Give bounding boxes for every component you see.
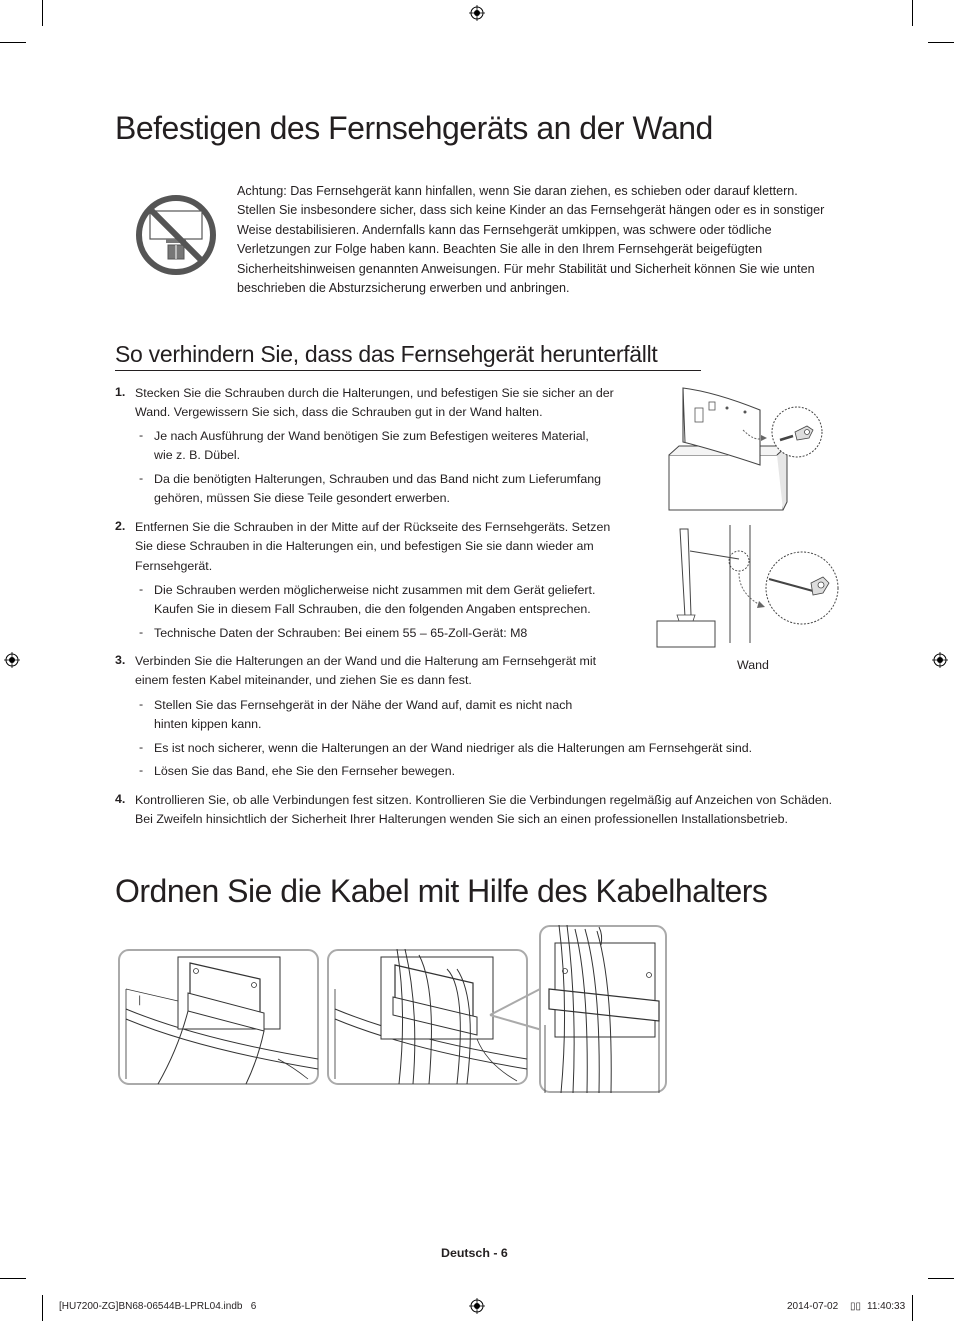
step-number: 2. [115, 519, 126, 533]
step-text-line: Entfernen Sie die Schrauben in der Mitte auf der Rückseite des Fernsehgeräts. Setzen [135, 520, 611, 534]
crop-mark [912, 1295, 913, 1321]
svg-text:|: | [138, 995, 142, 1006]
step-text-line: Wand. Vergewissern Sie sich, dass die Schrauben gut in der Wand halten. [135, 405, 543, 420]
bullet-dash: - [139, 582, 144, 596]
section-heading: So verhindern Sie, dass das Fernsehgerät herunterfällt [115, 341, 701, 371]
step-subitem-line: Stellen Sie das Fernsehgerät in der Nähe der Wand auf, damit es nicht nach [154, 698, 573, 712]
footer-time: 11:40:33 [867, 1301, 906, 1312]
registration-mark-icon [932, 652, 948, 668]
step-subitem-line: Kaufen Sie in diesem Fall Schrauben, die den folgenden Angaben entsprechen. [154, 602, 591, 617]
tv-wall-cable-illustration [655, 525, 845, 655]
footer-file-name: [HU7200-ZG]BN68-06544B-LPRL04.indb 6 [59, 1301, 257, 1312]
step-text-line: Fernsehgerät. [135, 558, 213, 573]
wall-label: Wand [737, 658, 769, 672]
crop-mark [0, 1278, 26, 1279]
crop-mark [42, 1295, 43, 1321]
step-subitem-line: Technische Daten der Schrauben: Bei einem 55 – 65-Zoll-Gerät: M8 [154, 626, 528, 640]
tv-bracket-illustration [655, 380, 835, 515]
step-subitem-line: Da die benötigten Halterungen, Schrauben und das Band nicht zum Lieferumfang [154, 472, 602, 486]
bullet-dash: - [139, 763, 144, 777]
registration-mark-icon [4, 652, 20, 668]
crop-mark [928, 1278, 954, 1279]
bullet-dash: - [139, 471, 144, 485]
step-text-line: Kontrollieren Sie, ob alle Verbindungen fest sitzen. Kontrollieren Sie die Verbindungen regelmäßig auf Anzeichen von Schäden. [135, 793, 833, 807]
cable-holder-zoom-illustration [539, 925, 668, 1094]
crop-mark [928, 42, 954, 43]
page-number: Deutsch - 6 [441, 1246, 508, 1260]
step-subitem-line: Lösen Sie das Band, ehe Sie den Fernseher bewegen. [154, 764, 456, 778]
warning-text: Achtung: Das Fernsehgerät kann hinfallen, wenn Sie daran ziehen, es schieben oder darauf klettern. Stellen Sie insbesondere sicher, dass sich keine Kinder an das Fernsehgerät hängen oder es in sonstiger Weise destabilisieren. Andernfalls kann das Fernsehgerät umkippen, was schwere oder tödliche Verletzungen zur Folge haben kann. Beachten Sie alle in den Ihrem Fernsehgerät beigefügten Sicherheitshinweisen genannten Anweisungen. Für mehr Stabilität und Sicherheit können Sie wie unten beschrieben die Absturzsicherung erwerben und anbringen. [237, 184, 825, 296]
registration-mark-icon [469, 1298, 485, 1314]
no-climbing-warning-icon [134, 193, 218, 277]
step-text-line: Verbinden Sie die Halterungen an der Wand und die Halterung am Fernsehgerät mit [135, 654, 597, 668]
section-title-cable-holder: Ordnen Sie die Kabel mit Hilfe des Kabelhalters [115, 873, 768, 909]
crop-mark [0, 42, 26, 43]
crop-mark [42, 0, 43, 26]
registration-mark-icon [469, 5, 485, 21]
page-title: Befestigen des Fernsehgeräts an der Wand [115, 110, 713, 146]
bullet-dash: - [139, 428, 144, 442]
step-text-line: Stecken Sie die Schrauben durch die Halterungen, und befestigen Sie sie sicher an der [135, 386, 614, 400]
step-number: 1. [115, 385, 126, 399]
step-subitem-line: wie z. B. Dübel. [154, 448, 241, 463]
step-subitem-line: Je nach Ausführung der Wand benötigen Sie zum Befestigen weiteres Material, [154, 429, 589, 443]
bullet-dash: - [139, 697, 144, 711]
footer-date: 2014-07-02 [787, 1301, 839, 1312]
step-text-line: Bei Zweifeln hinsichtlich der Sicherheit Ihrer Halterungen wenden Sie sich an einen professionellen Installationsbetrieb. [135, 812, 788, 827]
step-subitem-line: hinten kippen kann. [154, 717, 262, 732]
step-subitem-line: gehören, müssen Sie diese Teile gesondert erwerben. [154, 491, 450, 506]
bullet-dash: - [139, 740, 144, 754]
step-subitem-line: Es ist noch sicherer, wenn die Halterungen an der Wand niedriger als die Halterungen am Fernsehgerät sind. [154, 741, 753, 755]
step-number: 3. [115, 653, 126, 667]
bullet-dash: - [139, 625, 144, 639]
step-text-line: Sie diese Schrauben in die Halterungen ein, und befestigen Sie sie dann wieder am [135, 539, 594, 554]
step-number: 4. [115, 792, 126, 806]
crop-mark [912, 0, 913, 26]
step-subitem-line: Die Schrauben werden möglicherweise nicht zusammen mit dem Gerät geliefert. [154, 583, 596, 597]
cable-holder-step-1-illustration [118, 949, 320, 1086]
footer-time-prefix: ▯▯ [850, 1301, 862, 1312]
step-text-line: einem festen Kabel miteinander, und ziehen Sie es dann fest. [135, 673, 472, 688]
